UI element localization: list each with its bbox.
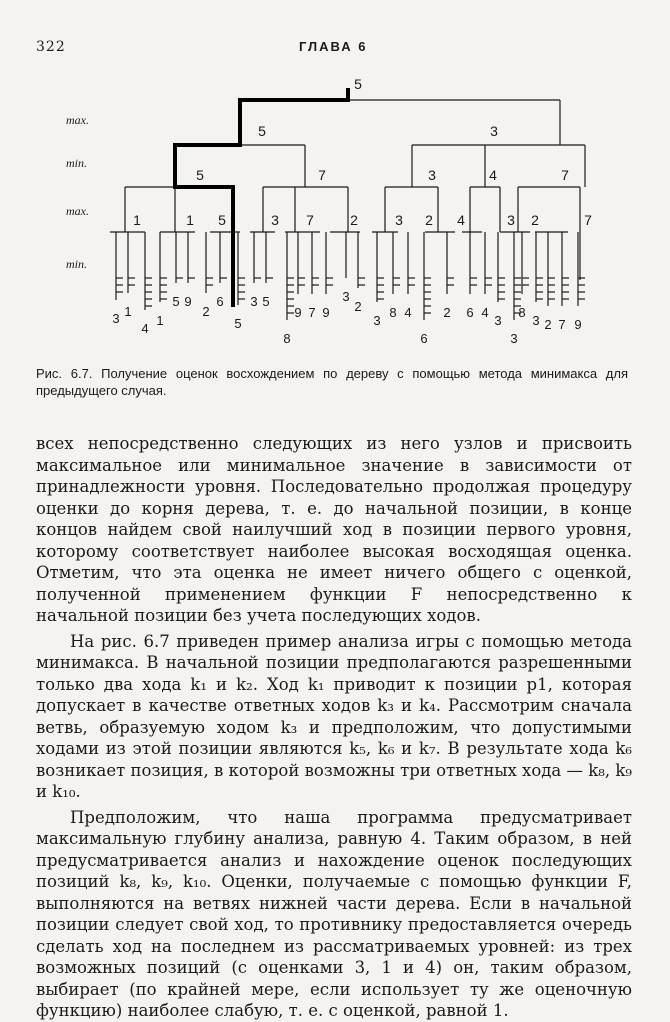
root-value: 5 <box>354 76 362 92</box>
level3-value: 3 <box>507 212 515 228</box>
leaf-value: 6 <box>420 331 428 346</box>
paragraph: Предположим, что наша программа предусматривает максимальную глубину анализа, равную 4. Таким образом, в ней предусматривается анализ и нахождение оценок последующих позиций k₈, k₉, k₁₀. Оценки, получаемые с помощью функции F, выполняются на ветвях нижней части дерева. Если в начальной позиции следует свой ход, то противнику предоставляется очередь сделать ход на последнем из рассматриваемых уровней: из трех возможных позиций (с оценками 3, 1 и 4) он, таким образом, выбирает (по крайней мере, если использует ту же оценочную функцию) наиболее слабую, т. е. с оценкой, равной 1. <box>36 807 632 1020</box>
leaf-value: 6 <box>466 305 474 320</box>
level3-value: 2 <box>531 212 539 228</box>
level3-value: 1 <box>133 212 141 228</box>
leaf-value: 3 <box>250 294 258 309</box>
level3-value: 5 <box>218 212 226 228</box>
level-label-min-2: min. <box>66 257 87 271</box>
leaf-value: 3 <box>112 311 120 326</box>
leaf-value: 2 <box>202 304 210 319</box>
leaf-value: 8 <box>283 331 291 346</box>
level-label-max-2: max. <box>66 204 89 218</box>
leaf-value: 4 <box>481 305 489 320</box>
level3-value: 3 <box>271 212 279 228</box>
level2-value: 4 <box>489 167 497 183</box>
leaf-value: 5 <box>172 294 180 309</box>
leaf-value: 9 <box>184 294 192 309</box>
leaf-value: 5 <box>234 316 242 331</box>
leaf-value: 3 <box>342 289 350 304</box>
level2-value: 7 <box>318 167 326 183</box>
level2-value: 7 <box>561 167 569 183</box>
leaf-value: 3 <box>510 331 518 346</box>
level3-value: 3 <box>395 212 403 228</box>
body-text <box>36 433 632 1022</box>
leaf-value: 3 <box>494 313 502 328</box>
game-tree-lines <box>0 0 670 350</box>
level3-value: 7 <box>584 212 592 228</box>
leaf-value: 2 <box>354 299 362 314</box>
page-number: 322 <box>36 39 66 55</box>
level-label-max-1: max. <box>66 113 89 127</box>
paragraph: На рис. 6.7 приведен пример анализа игры с помощью метода минимакса. В начальной позиции предполагаются разрешенными только два хода k₁ и k₂. Ход k₁ приводит к позиции p1, которая допускает в качестве ответных ходов k₃ и k₄. Рассмотрим сначала ветвь, образуемую ходом k₃ и предположим, что допустимыми ходами из этой позиции являются k₅, k₆ и k₇. В результате хода k₆ возникает позиция, в которой возможны три ответных хода — k₈, k₉ и k₁₀. <box>36 631 632 801</box>
leaf-value: 2 <box>544 317 552 332</box>
level-label-min-1: min. <box>66 156 87 170</box>
leaf-value: 1 <box>156 313 164 328</box>
level2-value: 3 <box>428 167 436 183</box>
figure-caption: Рис. 6.7. Получение оценок восхождением по дереву с помощью метода минимакса для предыдущего случая. <box>36 366 628 398</box>
running-head: ГЛАВА 6 <box>299 39 368 54</box>
leaf-value: 1 <box>124 304 132 319</box>
leaf-value: 4 <box>141 321 149 336</box>
level2-value: 5 <box>196 167 204 183</box>
leaf-value: 8 <box>389 305 397 320</box>
leaf-value: 9 <box>322 305 330 320</box>
level3-value: 2 <box>425 212 433 228</box>
leaf-value: 9 <box>294 305 302 320</box>
leaf-value: 7 <box>558 317 566 332</box>
level3-value: 1 <box>186 212 194 228</box>
leaf-value: 4 <box>404 305 412 320</box>
leaf-value: 3 <box>373 313 381 328</box>
level3-value: 2 <box>350 212 358 228</box>
level1-value-right: 3 <box>490 123 498 139</box>
leaf-value: 8 <box>518 305 526 320</box>
leaf-value: 5 <box>262 294 270 309</box>
leaf-value: 3 <box>532 313 540 328</box>
leaf-value: 2 <box>443 305 451 320</box>
level3-value: 7 <box>306 212 314 228</box>
level1-value-left: 5 <box>258 123 266 139</box>
paragraph: всех непосредственно следующих из него узлов и присвоить максимальное или минимальное значение в зависимости от принадлежности уровня. Последовательно продолжая процедуру оценки до корня дерева, т. е. до начальной позиции, в конце концов найдем свой наилучший ход в позиции первого уровня, которому соответствует наиболее высокая восходящая оценка. Отметим, что эта оценка не имеет ничего общего с оценкой, полученной применением функции F непосредственно к начальной позиции без учета последующих ходов. <box>36 434 632 625</box>
level3-value: 4 <box>457 212 465 228</box>
leaf-value: 9 <box>574 317 582 332</box>
leaf-value: 6 <box>216 294 224 309</box>
leaf-value: 7 <box>308 305 316 320</box>
